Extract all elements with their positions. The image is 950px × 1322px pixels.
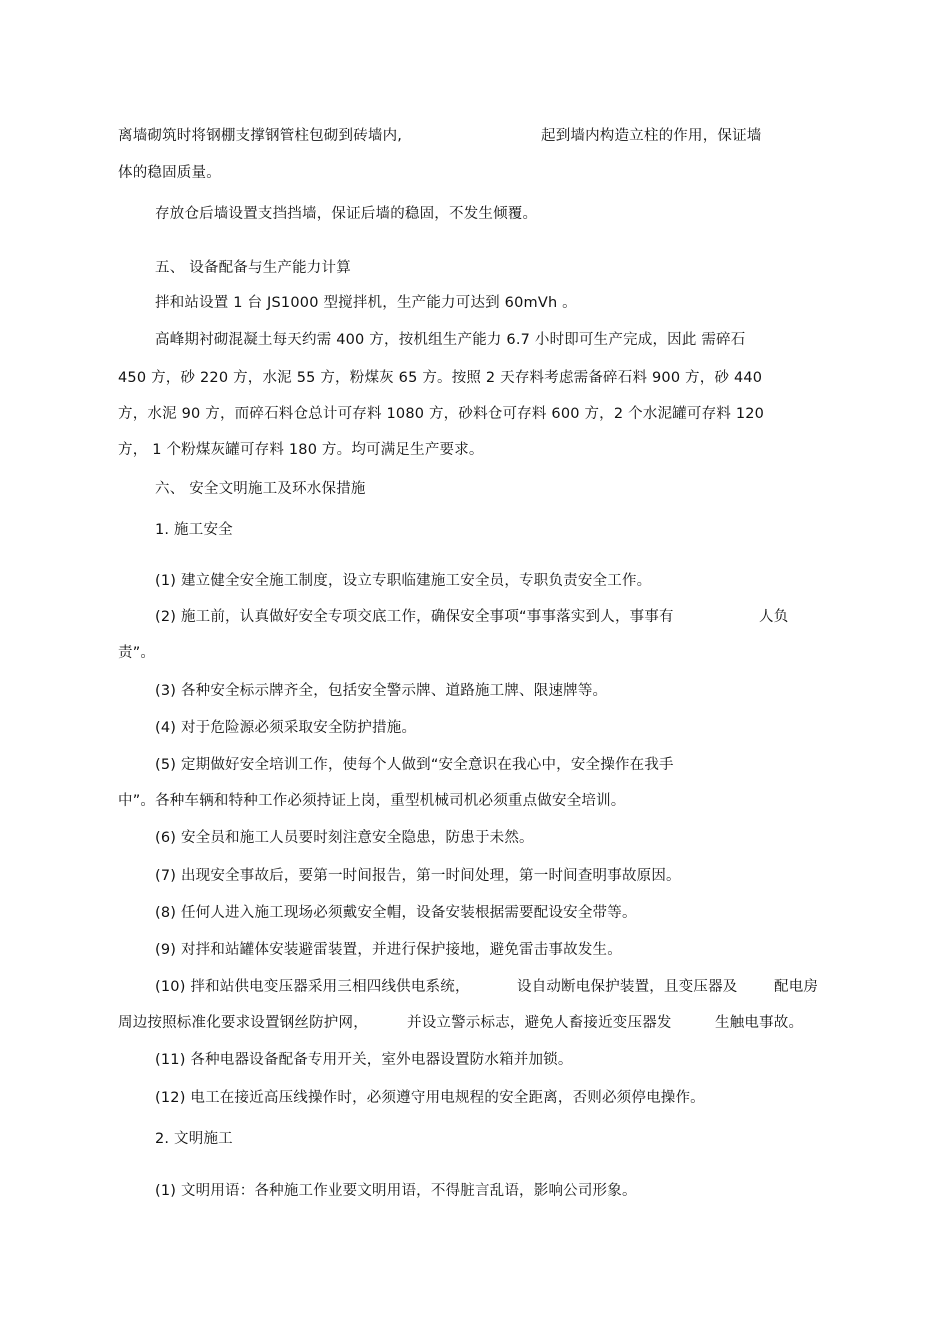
- text-line: 450 方，砂 220 方，水泥 55 方，粉煤灰 65 方。按照 2 天存料考虑需备碎石料 900 方，砂 440: [118, 370, 763, 386]
- text-line: 方，水泥 90 方，而碎石料仓总计可存料 1080 方，砂料仓可存料 600 方，2 个水泥罐可存料 120: [118, 406, 765, 422]
- list-item: (5) 定期做好安全培训工作，使每个人做到“安全意识在我心中，安全操作在我手: [155, 757, 674, 773]
- list-item: (4) 对于危险源必须采取安全防护措施。: [155, 720, 417, 736]
- list-item: (8) 任何人进入施工现场必须戴安全帽，设备安装根据需要配设安全带等。: [155, 905, 637, 921]
- list-item: (6) 安全员和施工人员要时刻注意安全隐患，防患于未然。: [155, 830, 534, 846]
- text-line: 设自动断电保护装置，且变压器及: [517, 979, 738, 995]
- list-item: (1) 建立健全安全施工制度，设立专职临建施工安全员，专职负责安全工作。: [155, 573, 652, 589]
- text-line: 中”。各种车辆和特种工作必须持证上岗，重型机械司机必须重点做安全培训。: [118, 793, 626, 809]
- list-item: (10) 拌和站供电变压器采用三相四线供电系统，: [155, 979, 470, 995]
- text-line: 生触电事故。: [715, 1015, 804, 1031]
- list-item: (11) 各种电器设备配备专用开关，室外电器设置防水箱并加锁。: [155, 1052, 573, 1068]
- list-item: (12) 电工在接近高压线操作时，必须遵守用电规程的安全距离，否则必须停电操作。: [155, 1090, 705, 1106]
- text-line: 配电房: [774, 979, 819, 995]
- list-item: (9) 对拌和站罐体安装避雷装置，并进行保护接地，避免雷击事故发生。: [155, 942, 622, 958]
- paragraph: 存放仓后墙设置支挡挡墙，保证后墙的稳固，不发生倾覆。: [155, 206, 538, 222]
- text-line: 周边按照标准化要求设置钢丝防护网，: [118, 1015, 368, 1031]
- list-item: (3) 各种安全标示牌齐全，包括安全警示牌、道路施工牌、限速牌等。: [155, 683, 608, 699]
- text-line: 并设立警示标志，避免人畜接近变压器发: [407, 1015, 672, 1031]
- text-line: 人负: [759, 609, 789, 625]
- subsection-heading: 2. 文明施工: [155, 1131, 233, 1147]
- list-item: (7) 出现安全事故后，要第一时间报告，第一时间处理，第一时间查明事故原因。: [155, 868, 681, 884]
- text-line: 体的稳固质量。: [118, 165, 221, 181]
- text-line: 离墙砌筑时将钢棚支撑钢管柱包砌到砖墙内,: [118, 128, 403, 144]
- text-line: 方， 1 个粉煤灰罐可存料 180 方。均可满足生产要求。: [118, 442, 484, 458]
- list-item: (1) 文明用语：各种施工作业要文明用语，不得脏言乱语，影响公司形象。: [155, 1183, 637, 1199]
- paragraph: 拌和站设置 1 台 JS1000 型搅拌机，生产能力可达到 60mVh 。: [155, 295, 577, 311]
- text-line: 责”。: [118, 645, 156, 661]
- paragraph: 高峰期衬砌混凝土每天约需 400 方，按机组生产能力 6.7 小时即可生产完成，因此 需碎石: [155, 332, 746, 348]
- text-line: 起到墙内构造立柱的作用，保证墙: [541, 128, 762, 144]
- list-item: (2) 施工前，认真做好安全专项交底工作，确保安全事项“事事落实到人，事事有: [155, 609, 674, 625]
- section-heading: 六、 安全文明施工及环水保措施: [155, 481, 366, 497]
- section-heading: 五、 设备配备与生产能力计算: [155, 260, 351, 276]
- subsection-heading: 1. 施工安全: [155, 522, 233, 538]
